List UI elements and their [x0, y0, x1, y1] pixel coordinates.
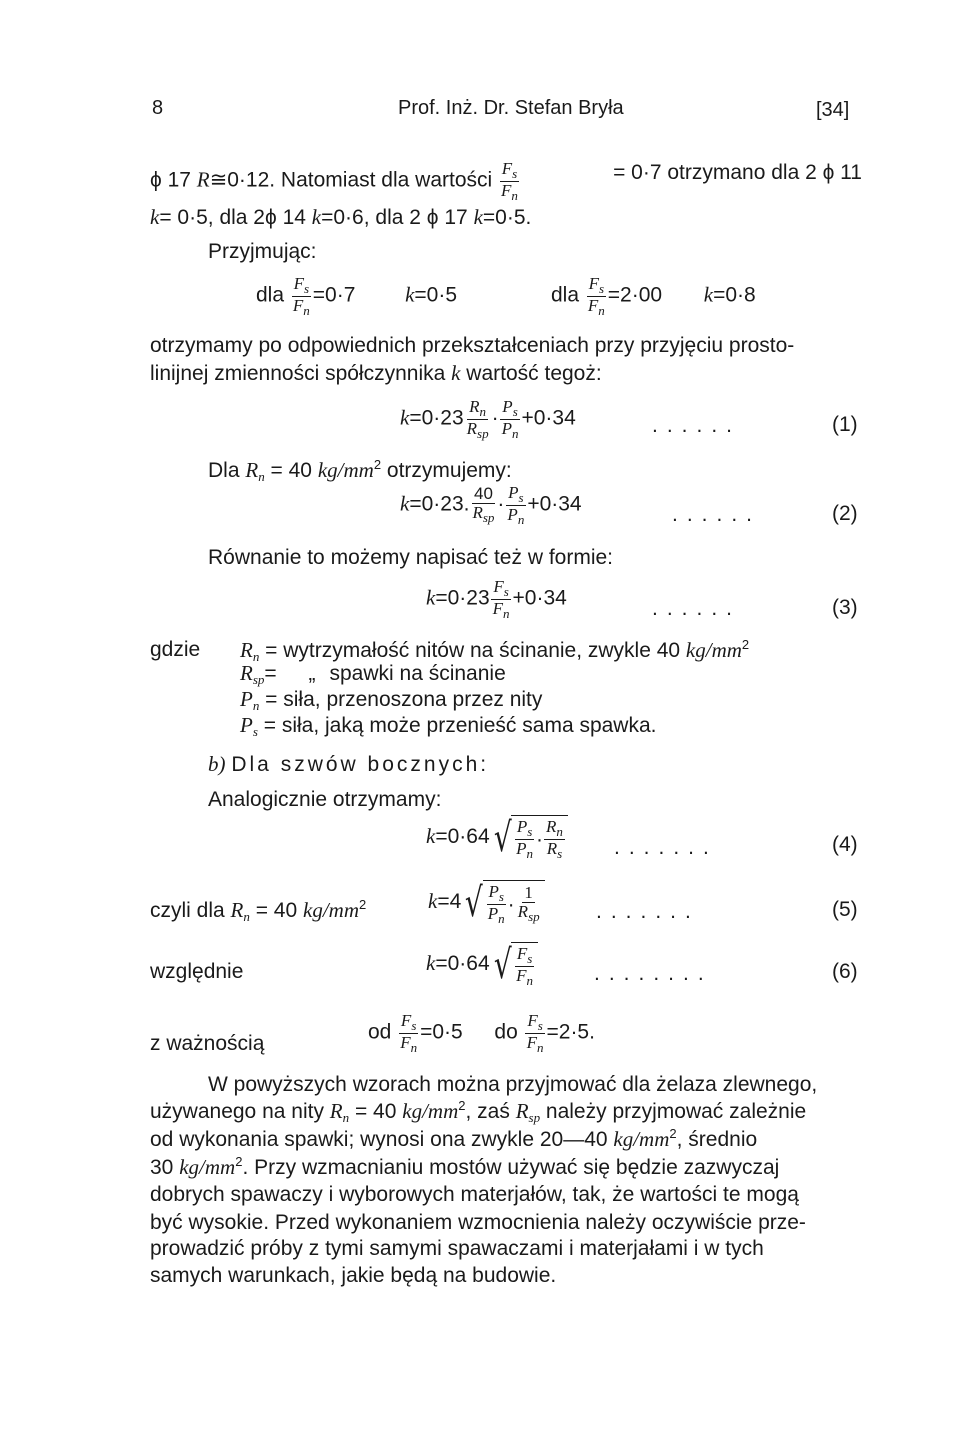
definition-ps: $P_s$ = siła, jaką może przenieść sama spawka.	[240, 713, 657, 739]
text-line-otrzymamy: otrzymamy po odpowiednich przekształceniach przy przyjęciu prosto-	[150, 334, 795, 357]
equation-number-2: (2)	[832, 502, 858, 525]
leader-dots: .......	[596, 900, 700, 923]
running-head-author: Prof. Inż. Dr. Stefan Bryła	[398, 97, 624, 119]
equation-3: k=0·23 $\frac{F_s}{F_n}$ +0·34	[426, 577, 567, 621]
page-number: 8	[152, 97, 164, 119]
text-line-dla-rn: Dla $R_n = 40$ $kg/mm^2$ otrzymujemy:	[208, 457, 512, 484]
leader-dots: ......	[652, 597, 742, 620]
equation-number-6: (6)	[832, 960, 858, 983]
equation-2: k=0·23. $\frac{40}{R_{sp}}$ · $\frac{P_s}{P_n}$ +0·34	[400, 483, 582, 527]
equation-number-3: (3)	[832, 596, 858, 619]
equation-1: k=0·23 $\frac{R_n}{R_{sp}}$ · $\frac{P_s}{P_n}$ +0·34	[400, 397, 576, 441]
paragraph-line-3: od wykonania spawki; wynosi ona zwykle 20—40 $kg/mm^2$, średnio	[150, 1126, 758, 1151]
definition-rsp: $R_{sp}=$ „ spawki na ścinanie	[240, 661, 506, 687]
leader-dots: ........	[594, 962, 713, 985]
paragraph-line-5: dobrych spawaczy i wyborowych materjałów, tak, że wartości te mogą	[150, 1183, 799, 1206]
paragraph-line-6: być wysokie. Przed wykonaniem wzmocnienia należy oczywiście prze-	[150, 1211, 806, 1234]
equation-5-lead: czyli dla $R_n = 40$ $kg/mm^2$	[150, 897, 367, 924]
assumption-1: dla $\frac{F_s}{F_n}$ =0·7 k=0·5	[256, 274, 458, 318]
paragraph-line-7: prowadzić próby z tymi samymi spawaczami i materjałami i w tych	[150, 1237, 764, 1260]
equation-5: k=4 √ $\frac{P_s}{P_n}$ · $\frac{1}{R_{sp}}$	[428, 880, 545, 925]
equation-number-1: (1)	[832, 413, 858, 436]
equation-6: k=0·64 √ $\frac{F_s}{F_n}$	[426, 942, 538, 987]
assumption-2: dla $\frac{F_s}{F_n}$ =2·00 k=0·8	[551, 274, 756, 318]
text-line-1	[150, 160, 862, 202]
text-segment: ϕ 17 R≅0·12. Natomiast dla wartości $\frac{F_s}{F_n}$	[150, 159, 518, 203]
paragraph-line-1: W powyższych wzorach można przyjmować dla żelaza zlewnego,	[208, 1073, 818, 1096]
gdzie-label: gdzie	[150, 638, 201, 661]
paragraph-line-8: samych warunkach, jakie będą na budowie.	[150, 1264, 557, 1287]
equation-6-lead: względnie	[150, 960, 244, 983]
validity-range: od $\frac{F_s}{F_n}$ =0·5 do $\frac{F_s}{F_n}$ =2·5.	[368, 1011, 595, 1055]
text-line-rownanie: Równanie to możemy napisać też w formie:	[208, 546, 613, 569]
leader-dots: ......	[672, 503, 762, 526]
text-line-przyjmujac: Przyjmując:	[208, 240, 317, 263]
page-reference: [34]	[816, 99, 850, 121]
section-heading-b: b) Dla szwów bocznych:	[208, 752, 490, 776]
paragraph-line-4: 30 $kg/mm^2$. Przy wzmacnianiu mostów używać się będzie zazwyczaj	[150, 1154, 780, 1179]
equation-number-5: (5)	[832, 898, 858, 921]
text-line-analogicznie: Analogicznie otrzymamy:	[208, 788, 442, 811]
fraction-fs-fn: $\frac{F_s}{F_n}$	[501, 159, 518, 203]
definition-pn: $P_n$ = siła, przenoszona przez nity	[240, 687, 543, 713]
leader-dots: .......	[614, 836, 718, 859]
equation-number-4: (4)	[832, 833, 858, 856]
validity-lead: z ważnością	[150, 1032, 265, 1055]
equation-4: k=0·64 √ $\frac{P_s}{P_n}$ · $\frac{R_n}{R_s}$	[426, 815, 568, 860]
text-segment: = 0·7 otrzymano dla 2 ϕ 11	[613, 161, 862, 184]
leader-dots: ......	[652, 414, 742, 437]
text-line-2: k= 0·5, dla 2ϕ 14 k=0·6, dla 2 ϕ 17 k=0·5.	[150, 205, 532, 229]
text-line-linijnej: linijnej zmienności spółczynnika k wartość tegoż:	[150, 361, 602, 385]
definition-rn: $R_n$ = wytrzymałość nitów na ścinanie, zwykle 40 $kg/mm^2$	[240, 637, 750, 664]
paragraph-line-2: używanego na nity $R_n = 40$ $kg/mm^2$, zaś $R_{sp}$ należy przyjmować zależnie	[150, 1098, 807, 1125]
